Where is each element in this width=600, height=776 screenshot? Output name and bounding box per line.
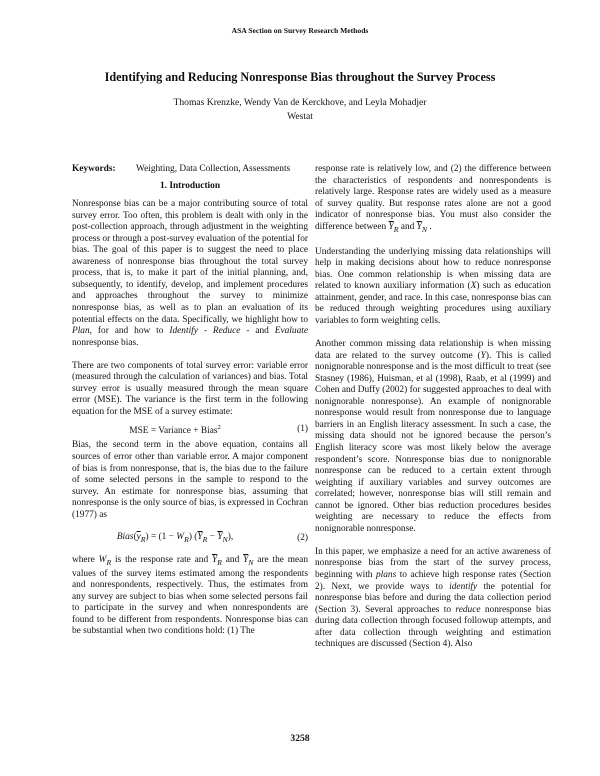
paragraph-right-3: Another common missing data relationship is when missing data are related to the survey outcome (Y). This is called nonignorable nonresponse and is the most difficult to treat (see Stasney (1986), Huisman, et al (1998), Raab, et al (1999) and Cohen and Duffy (2002) for suggested approaches to deal with nonignorable nonresponse). An example of nonignorable nonresponse would result from nonresponse due to language barriers in an English literacy assessment. In such a case, the missing data should not be ignored because the person’s English literacy score was most likely below the average respondent’s score. Nonresponse bias due to nonignorable nonresponse can be reduced to a certain extent through weighting if auxiliary variables and survey outcomes are correlated; however, nonresponse bias will still remain and cannot be ignored. Other bias reduction procedures besides weighting are necessary to reduce the effects from nonignorable nonresponse.: [315, 339, 551, 534]
paragraph-left-1: Nonresponse bias can be a major contributing source of total survey error. Too often, this problem is dealt with only in the post-collection approach, through adjustment in the weighting process or through a post-survey evaluation of the potential for bias. The goal of this paper is to suggest the need to place awareness of nonresponse bias throughout the total survey process, that is, to make it part of the initial planning, and, subsequently, to identify, develop, and implement procedures and approaches throughout the survey to minimize nonresponse bias, as well as to plan an evaluation of its potential effects on the data. Specifically, we highlight how to Plan, for and how to Identify - Reduce - and Evaluate nonresponse bias.: [72, 199, 308, 348]
paragraph-right-2: Understanding the underlying missing data relationships will help in making decisions about how to reduce nonresponse bias. One common relationship is when missing data are related to known auxiliary information (X) such as education attainment, gender, and race. In this case, nonresponse bias can be reduced through weighting procedures using auxiliary variables to form weighting cells.: [315, 246, 551, 326]
author-block: [0, 96, 600, 124]
page-number: 3258: [290, 733, 310, 744]
left-column: [72, 164, 308, 638]
running-header: ASA Section on Survey Research Methods: [231, 26, 369, 35]
right-column: [315, 164, 551, 651]
paragraph-left-4: where $W_R$ is the response rate and $\overline{Y}_R$ and $\overline{Y}_N$ are the mean values of the survey items estimated among the respondents and nonrespondents, respectively. Thus, the estimates from any survey are subject to bias when some selected persons fail to participate in the survey and when nonrespondents are found to be different from respondents. Nonresponse bias can be substantial when two conditions hold: (1) The: [72, 555, 308, 637]
keywords: [72, 164, 308, 176]
keywords-value: Weighting, Data Collection, Assessments: [136, 164, 291, 174]
equation-2: $Bias(\overline{y}_R) = (1 - W_R) (\overline{Y}_R - \overline{Y}_N)$, (2): [116, 531, 308, 544]
paragraph-left-2: There are two components of total survey error: variable error (measured through the calculation of variances) and bias. Total survey error is usually measured through the mean square error (MSE). The variance is the first term in the following equation for the MSE of a survey estimate:: [72, 360, 308, 417]
author-affiliation: Westat: [287, 111, 313, 122]
paragraph-right-1: response rate is relatively low, and (2) the difference between the characteristics of respondents and nonrespondents is relatively large. Response rates are widely used as a measure of survey quality. But response rates alone are not a good indicator of nonresponse bias. You must also consider the difference between $\overline{Y}_R$ and $\overline{Y}_N$ .: [315, 164, 551, 234]
equation-1: MSE = Variance + Bias$^2$ (1): [129, 423, 308, 436]
section-heading-introduction: 1. Introduction: [159, 180, 221, 191]
author-names: Thomas Krenzke, Wendy Van de Kerckhove, and Leyla Mohadjer: [173, 97, 427, 108]
keywords-label: Keywords:: [72, 164, 116, 174]
paper-title: Identifying and Reducing Nonresponse Bias throughout the Survey Process: [104, 70, 496, 84]
paragraph-right-4: In this paper, we emphasize a need for an active awareness of nonresponse bias from the start of the survey process, beginning with plans to achieve high response rates (Section 2). Next, we provide ways to identify the potential for nonresponse bias before and during the data collection period (Section 3). Several approaches to reduce nonresponse bias during data collection through focused followup attempts, and after data collection through weighting and estimation techniques are discussed (Section 4). Also: [315, 546, 552, 650]
paragraph-left-3: Bias, the second term in the above equation, contains all sources of error other than variable error. A major component of bias is from nonresponse, that is, the bias due to the failure of some selected persons in the sample to respond to the survey. An estimate for nonresponse bias, assuming that nonresponse is the only source of bias, is expressed in Cochran (1977) as: [72, 440, 308, 520]
